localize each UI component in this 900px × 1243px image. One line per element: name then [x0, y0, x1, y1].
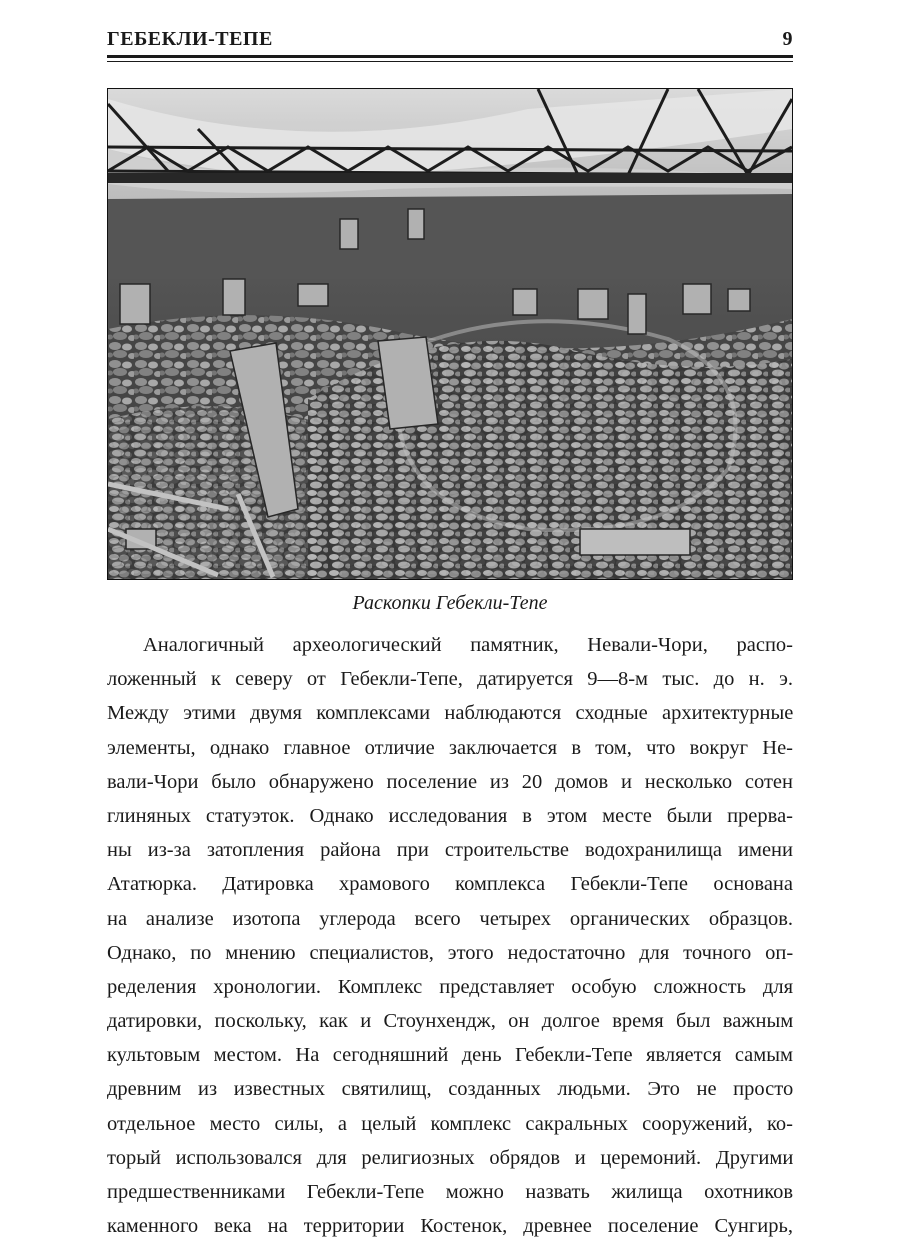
text-line: предшественниками Гебекли-Тепе можно назвать жилища охотников: [107, 1181, 794, 1203]
text-line: ределения хронологии. Комплекс представляет особую сложность для: [107, 975, 793, 998]
text-line: Однако, по мнению специалистов, этого недостаточно для точного оп-: [107, 941, 794, 964]
text-line: вали-Чори было обнаружено поселение из 20 домов и несколько сотен: [107, 770, 793, 793]
text-line: ны из-за затопления района при строительстве водохранилища имени: [107, 839, 793, 862]
text-line: датировки, поскольку, как и Стоунхендж, он долгое время был важным: [107, 1010, 794, 1033]
text-line: Аналогичный археологический памятник, Невали-Чори, распо-: [143, 634, 793, 656]
text-line: элементы, однако главное отличие заключается в том, что вокруг Не-: [107, 736, 793, 759]
text-line: культовым местом. На сегодняшний день Гебекли-Тепе является самым: [107, 1044, 793, 1067]
page-number: 9: [782, 28, 793, 50]
header-rule-thin: [107, 61, 793, 62]
running-header: [107, 28, 793, 51]
text-line: на анализе изотопа углерода всего четырех органических образцов.: [107, 907, 793, 930]
running-title: ГЕБЕКЛИ-ТЕПЕ: [107, 28, 273, 50]
body-text: [107, 628, 793, 1243]
excavation-photo: [107, 88, 793, 580]
figure-caption: Раскопки Гебекли-Тепе: [352, 592, 548, 614]
text-line: торый использовался для религиозных обрядов и церемоний. Другими: [107, 1146, 794, 1169]
text-line: отдельное место силы, а целый комплекс сакральных сооружений, ко-: [107, 1112, 793, 1135]
text-line: каменного века на территории Костенок, древнее поселение Сунгирь,: [107, 1215, 793, 1238]
text-line: ложенный к северу от Гебекли-Тепе, датируется 9—8-м тыс. до н. э.: [107, 668, 793, 691]
text-line: Между этими двумя комплексами наблюдаются сходные архитектурные: [107, 702, 794, 725]
text-line: Ататюрка. Датировка храмового комплекса Гебекли-Тепе основана: [107, 873, 793, 896]
header-rule-thick: [107, 55, 793, 58]
text-line: древним из известных святилищ, созданных людьми. Это не просто: [107, 1078, 794, 1101]
text-line: глиняных статуэток. Однако исследования в этом месте были прерва-: [107, 804, 793, 827]
